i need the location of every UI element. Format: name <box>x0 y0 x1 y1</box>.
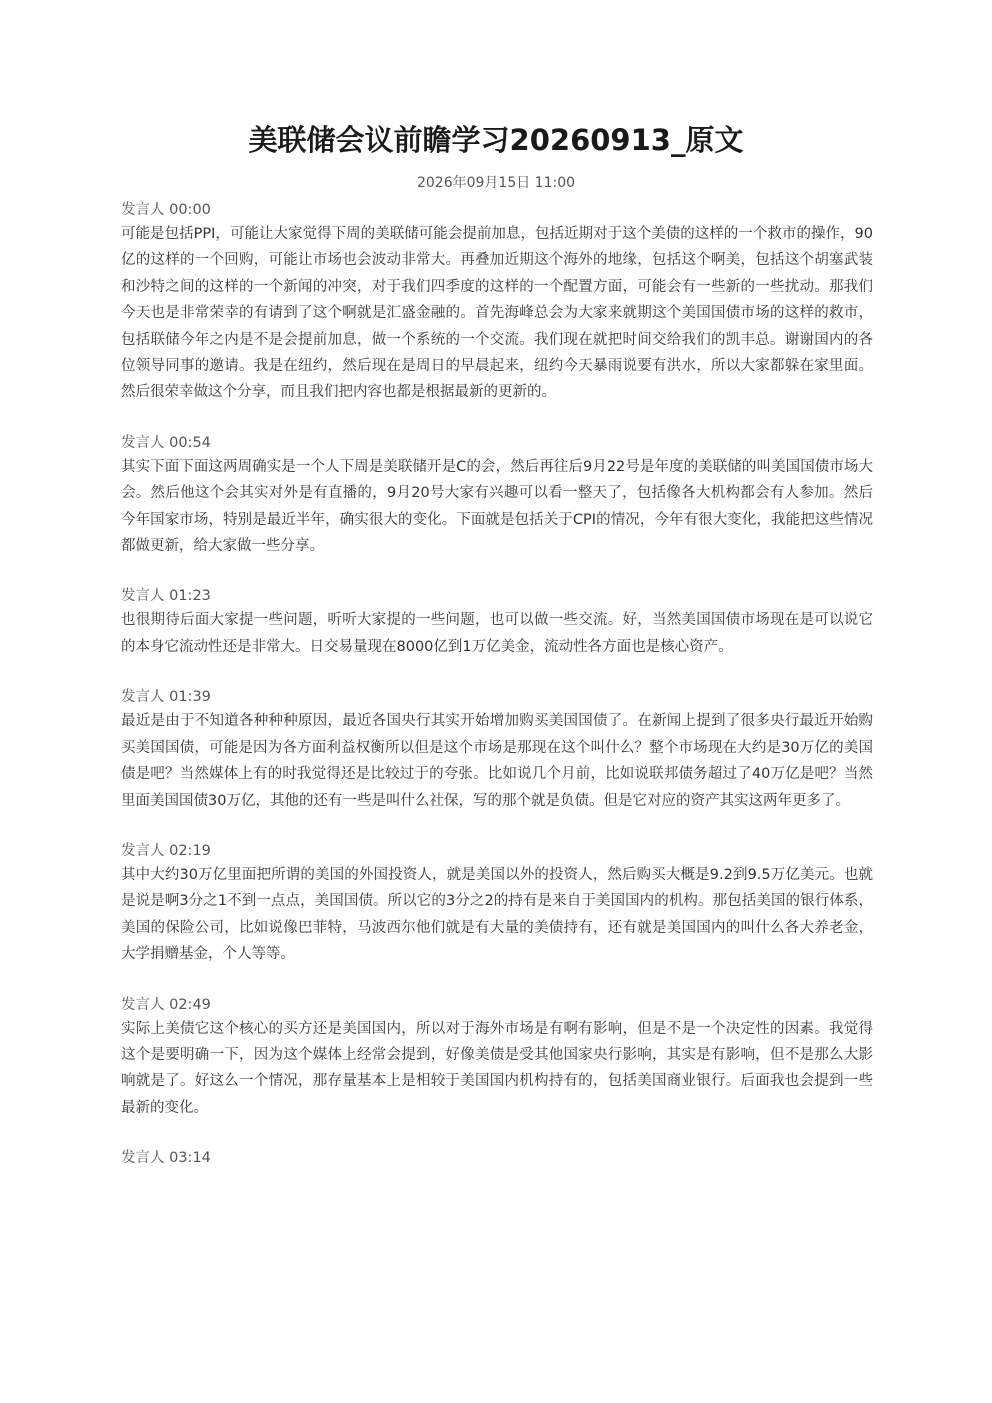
speaker-timestamp: 发言人 01:23 <box>121 588 211 605</box>
transcript-segment <box>121 200 873 406</box>
segment-text: 也很期待后面大家提一些问题，听听大家提的一些问题，也可以做一些交流。好，当然美国国债市场现在是可以说它的本身它流动性还是非常大。日交易量现在8000亿到1万亿美金，流动性各方面也是核心资产。 <box>121 612 873 655</box>
speaker-timestamp: 发言人 02:19 <box>121 842 211 859</box>
segment-text: 其中大约30万亿里面把所谓的美国的外国投资人，就是美国以外的投资人，然后购买大概是9.2到9.5万亿美元。也就是说是啊3分之1不到一点点，美国国债。所以它的3分之2的持有是来自于美国国内的机构。那包括美国的银行体系，美国的保险公司，比如说像巴菲特，马波西尔他们就是有大量的美债持有，还有就是美国国内的叫什么各大养老金，大学捐赠基金，个人等等。 <box>121 866 873 963</box>
transcript-segment <box>121 586 873 660</box>
speaker-timestamp: 发言人 01:39 <box>121 689 211 706</box>
transcript-segment <box>121 995 873 1122</box>
segment-text: 可能是包括PPI，可能让大家觉得下周的美联储可能会提前加息，包括近期对于这个美债的这样的一个救市的操作，90亿的这样的一个回购，可能让市场也会波动非常大。再叠加近期这个海外的地缘，包括这个啊美，包括这个胡塞武装和沙特之间的这样的一个新闻的冲突，对于我们四季度的这样的一个配置方面，可能会有一些新的一些扰动。那我们今天也是非常荣幸的有请到了这个啊就是汇盛金融的。首先海峰总会为大家来就期这个美国国债市场的这样的救市，包括联储今年之内是不是会提前加息，做一个系统的一个交流。我们现在就把时间交给我们的凯丰总。谢谢国内的各位领导同事的邀请。我是在纽约，然后现在是周日的早晨起来，纽约今天暴雨说要有洪水，所以大家都躲在家里面。然后很荣幸做这个分享，而且我们把内容也都是根据最新的更新的。 <box>121 226 873 401</box>
speaker-timestamp: 发言人 02:49 <box>121 996 211 1013</box>
document-datetime: 2026年09月15日 11:00 <box>416 175 576 191</box>
transcript-segment <box>121 687 873 814</box>
segment-text: 实际上美债它这个核心的买方还是美国国内，所以对于海外市场是有啊有影响，但是不是一个决定性的因素。我觉得这个是要明确一下，因为这个媒体上经常会提到，好像美债是受其他国家央行影响，其实是有影响，但不是那么大影响就是了。好这么一个情况，那存量基本上是相较于美国国内机构持有的，包括美国商业银行。后面我也会提到一些最新的变化。 <box>121 1020 873 1116</box>
speaker-timestamp: 发言人 00:54 <box>121 434 211 451</box>
transcript <box>121 200 873 1196</box>
speaker-timestamp: 发言人 03:14 <box>121 1150 211 1167</box>
transcript-segment <box>121 433 873 560</box>
speaker-timestamp: 发言人 00:00 <box>121 202 211 218</box>
segment-text: 其实下面下面这两周确实是一个人下周是美联储开是C的会，然后再往后9月22号是年度的美联储的叫美国国债市场大会。然后他这个会其实对外是有直播的，9月20号大家有兴趣可以看一整天了，包括像各大机构都会有人参加。然后今年国家市场，特别是最近半年，确实很大的变化。下面就是包括关于CPI的情况，今年有很大变化，我能把这些情况都做更新，给大家做一些分享。 <box>121 458 873 555</box>
segment-text: 最近是由于不知道各种种种原因，最近各国央行其实开始增加购买美国国债了。在新闻上提到了很多央行最近开始购买美国国债，可能是因为各方面利益权衡所以但是这个市场是那现在这个叫什么？整个市场现在大约是30万亿的美国债是吧？当然媒体上有的时我觉得还是比较过于的夸张。比如说几个月前，比如说联邦债务超过了40万亿是吧？当然里面美国国债30万亿，其他的还有一些是叫什么社保，写的那个就是负债。但是它对应的资产其实这两年更多了。 <box>121 713 873 809</box>
document-title: 美联储会议前瞻学习20260913_原文 <box>248 123 744 157</box>
transcript-segment <box>121 1148 873 1169</box>
transcript-segment <box>121 841 873 968</box>
